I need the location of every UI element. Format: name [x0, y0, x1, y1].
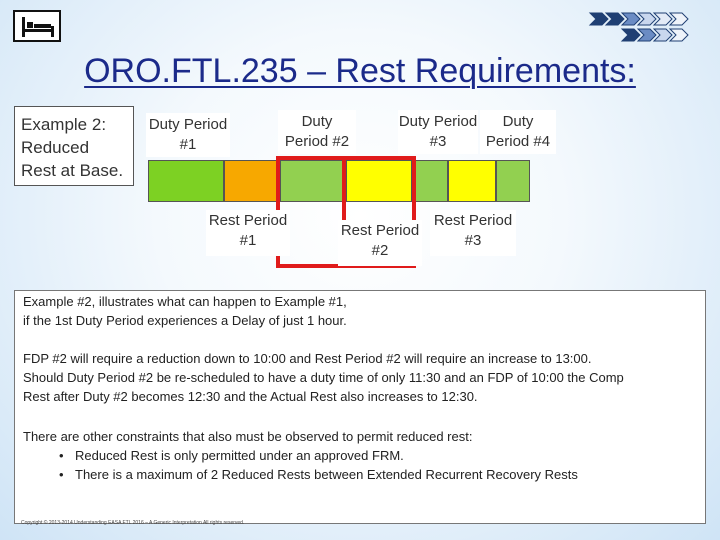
rest-period-1-segment	[224, 160, 280, 202]
bed-icon	[13, 10, 61, 42]
paragraph-1-line-1: Example #2, illustrates what can happen to Example #1,	[23, 294, 347, 309]
duty-period-4-label: Duty Period #4	[480, 110, 556, 154]
copyright-text: Copyright © 2013-2014 Understanding EASA FTL 2016 – A Generic Interpretation All rights reserved.	[21, 520, 245, 526]
duty-period-2-label: Duty Period #2	[278, 110, 356, 154]
explanation-text-box	[14, 290, 706, 524]
example-label: Example 2: Reduced Rest at Base.	[14, 106, 134, 186]
page-title: ORO.FTL.235 – Rest Requirements:	[84, 52, 636, 90]
paragraph-2	[23, 349, 624, 406]
bullet-item	[23, 446, 578, 465]
duty-period-1-label: Duty Period #1	[146, 113, 230, 157]
rest-period-2-label: Rest Period #2	[338, 220, 422, 266]
paragraph-3-line-1: There are other constraints that also must be observed to permit reduced rest:	[23, 429, 473, 444]
paragraph-3	[23, 427, 578, 484]
rest-period-1-label: Rest Period #1	[206, 210, 290, 256]
bullet-text: Reduced Rest is only permitted under an approved FRM.	[75, 448, 404, 463]
rest-period-3-segment	[448, 160, 496, 202]
bullet-text: There is a maximum of 2 Reduced Rests between Extended Recurrent Recovery Rests	[75, 467, 578, 482]
duty-period-3-segment	[412, 160, 448, 202]
bullet-item	[23, 465, 578, 484]
duty-period-3-label: Duty Period #3	[398, 110, 478, 154]
paragraph-1-line-2: if the 1st Duty Period experiences a Delay of just 1 hour.	[23, 313, 347, 328]
duty-period-1-segment	[148, 160, 224, 202]
duty-period-4-segment	[496, 160, 530, 202]
rest-period-3-label: Rest Period #3	[430, 210, 516, 256]
navigation-arrows-icon[interactable]	[588, 10, 698, 48]
paragraph-2-line-2: Should Duty Period #2 be re-scheduled to have a duty time of only 11:30 and an FDP of 10:00 the Comp	[23, 370, 624, 385]
paragraph-2-line-1: FDP #2 will require a reduction down to 10:00 and Rest Period #2 will require an increase to 13:00.	[23, 351, 592, 366]
paragraph-2-line-3: Rest after Duty #2 becomes 12:30 and the Actual Rest also increases to 12:30.	[23, 389, 478, 404]
paragraph-1	[23, 292, 347, 330]
